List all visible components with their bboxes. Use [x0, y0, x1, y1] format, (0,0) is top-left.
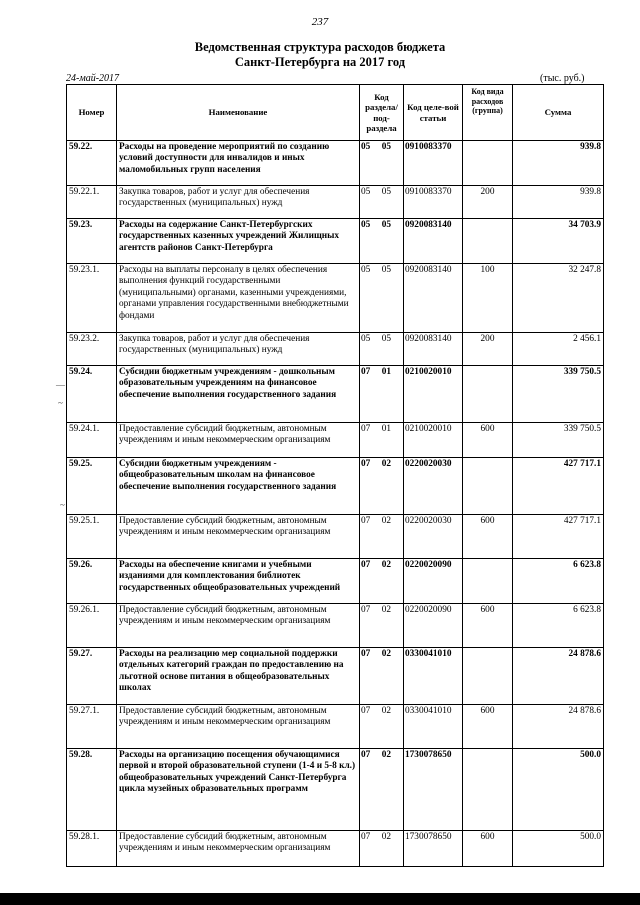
cell-sum: 939.8 [513, 186, 604, 219]
subsection-code: 02 [381, 750, 391, 760]
section-code: 07 [361, 750, 371, 760]
subsection-code: 01 [381, 367, 391, 377]
cell-target: 0210020010 [404, 423, 463, 458]
cell-sum: 2 456.1 [513, 333, 604, 366]
cell-section [360, 458, 404, 515]
cell-number: 59.24. [67, 366, 117, 423]
cell-type: 600 [463, 604, 513, 648]
cell-sum: 339 750.5 [513, 423, 604, 458]
cell-section [360, 648, 404, 705]
cell-target: 0920083140 [404, 264, 463, 333]
cell-target: 0920083140 [404, 219, 463, 264]
header-name: Наименование [117, 85, 360, 141]
table-row [67, 705, 604, 749]
table-header-row [67, 85, 604, 141]
cell-number: 59.26. [67, 559, 117, 604]
margin-mark: ~ [58, 398, 63, 408]
cell-section [360, 186, 404, 219]
cell-target: 0910083370 [404, 141, 463, 186]
table-row [67, 141, 604, 186]
subsection-code: 05 [381, 334, 391, 344]
cell-name: Расходы на выплаты персоналу в целях обеспечения выполнения функций государственными (муниципальными) органами, казенными учреждениями, органами управления государственными внебюджетными фондами [117, 264, 360, 333]
subsection-code: 02 [381, 560, 391, 570]
header-sum: Сумма [513, 85, 604, 141]
table-row [67, 749, 604, 831]
cell-number: 59.28.1. [67, 831, 117, 867]
cell-sum: 24 878.6 [513, 705, 604, 749]
table-row [67, 458, 604, 515]
title-line-1: Ведомственная структура расходов бюджета [194, 40, 446, 54]
cell-sum: 500.0 [513, 749, 604, 831]
cell-section [360, 141, 404, 186]
cell-number: 59.25.1. [67, 515, 117, 559]
budget-table [66, 84, 604, 867]
cell-type: 100 [463, 264, 513, 333]
cell-target: 1730078650 [404, 831, 463, 867]
cell-sum: 32 247.8 [513, 264, 604, 333]
table-row [67, 604, 604, 648]
header-target: Код целе-вой статьи [404, 85, 463, 141]
cell-name: Предоставление субсидий бюджетным, автономным учреждениям и иным некоммерческим организациям [117, 604, 360, 648]
section-code: 07 [361, 516, 371, 526]
header-section: Код раздела/ под-раздела [360, 85, 404, 141]
section-code: 07 [361, 424, 371, 434]
cell-name: Расходы на реализацию мер социальной поддержки отдельных категорий граждан по предоставлению на льготной основе питания в общеобразовательных школах [117, 648, 360, 705]
cell-number: 59.27. [67, 648, 117, 705]
cell-target: 1730078650 [404, 749, 463, 831]
cell-target: 0330041010 [404, 648, 463, 705]
subsection-code: 05 [381, 220, 391, 230]
cell-sum: 6 623.8 [513, 559, 604, 604]
cell-section [360, 515, 404, 559]
cell-type [463, 648, 513, 705]
cell-name: Закупка товаров, работ и услуг для обеспечения государственных (муниципальных) нужд [117, 333, 360, 366]
table-row [67, 366, 604, 423]
cell-number: 59.23.1. [67, 264, 117, 333]
table-row [67, 186, 604, 219]
cell-type: 600 [463, 515, 513, 559]
cell-type [463, 141, 513, 186]
table-row [67, 423, 604, 458]
document-date: 24-май-2017 [66, 73, 120, 84]
cell-sum: 427 717.1 [513, 458, 604, 515]
cell-target: 0220020090 [404, 559, 463, 604]
subsection-code: 05 [381, 187, 391, 197]
cell-sum: 24 878.6 [513, 648, 604, 705]
section-code: 07 [361, 706, 371, 716]
subsection-code: 02 [381, 649, 391, 659]
section-code: 07 [361, 649, 371, 659]
subsection-code: 05 [381, 142, 391, 152]
cell-number: 59.28. [67, 749, 117, 831]
margin-mark: ~ [60, 500, 65, 510]
cell-number: 59.22.1. [67, 186, 117, 219]
cell-type: 600 [463, 423, 513, 458]
table-row [67, 515, 604, 559]
cell-type: 600 [463, 705, 513, 749]
subsection-code: 02 [381, 832, 391, 842]
table-row [67, 333, 604, 366]
subsection-code: 02 [381, 605, 391, 615]
table-row [67, 648, 604, 705]
cell-name: Расходы на организацию посещения обучающимися первой и второй образовательной ступени (1-4 и 5-8 кл.) общеобразовательных учреждений Санкт-Петербурга цикла музейных образовательных программ [117, 749, 360, 831]
cell-sum: 939.8 [513, 141, 604, 186]
cell-number: 59.24.1. [67, 423, 117, 458]
cell-type: 200 [463, 186, 513, 219]
subsection-code: 02 [381, 459, 391, 469]
cell-name: Предоставление субсидий бюджетным, автономным учреждениям и иным некоммерческим организациям [117, 705, 360, 749]
section-code: 07 [361, 605, 371, 615]
cell-number: 59.27.1. [67, 705, 117, 749]
section-code: 05 [361, 334, 371, 344]
units-label: (тыс. руб.) [540, 73, 585, 84]
cell-sum: 339 750.5 [513, 366, 604, 423]
cell-section [360, 366, 404, 423]
cell-section [360, 423, 404, 458]
cell-name: Субсидии бюджетным учреждениям - общеобразовательным школам на финансовое обеспечение выполнения государственного задания [117, 458, 360, 515]
cell-section [360, 749, 404, 831]
table-row [67, 559, 604, 604]
table-row [67, 219, 604, 264]
section-code: 05 [361, 187, 371, 197]
cell-sum: 427 717.1 [513, 515, 604, 559]
cell-section [360, 219, 404, 264]
cell-name: Расходы на проведение мероприятий по созданию условий доступности для инвалидов и иных маломобильных групп населения [117, 141, 360, 186]
cell-type [463, 219, 513, 264]
cell-sum: 500.0 [513, 831, 604, 867]
table-row [67, 831, 604, 867]
header-number: Номер [67, 85, 117, 141]
cell-name: Расходы на содержание Санкт-Петербургских государственных казенных учреждений Жилищных агентств районов Санкт-Петербурга [117, 219, 360, 264]
cell-name: Расходы на обеспечение книгами и учебными изданиями для комплектования библиотек государственных общеобразовательных учреждений [117, 559, 360, 604]
section-code: 07 [361, 560, 371, 570]
cell-section [360, 333, 404, 366]
cell-name: Субсидии бюджетным учреждениям - дошкольным образовательным учреждениям на финансовое обеспечение выполнения государственного задания [117, 366, 360, 423]
cell-target: 0220020030 [404, 458, 463, 515]
margin-mark: — [56, 380, 65, 390]
cell-sum: 34 703.9 [513, 219, 604, 264]
cell-target: 0330041010 [404, 705, 463, 749]
cell-section [360, 705, 404, 749]
cell-name: Предоставление субсидий бюджетным, автономным учреждениям и иным некоммерческим организациям [117, 423, 360, 458]
page-number: 237 [311, 16, 329, 28]
cell-number: 59.26.1. [67, 604, 117, 648]
cell-type [463, 559, 513, 604]
cell-number: 59.23. [67, 219, 117, 264]
section-code: 07 [361, 832, 371, 842]
section-code: 05 [361, 142, 371, 152]
cell-name: Предоставление субсидий бюджетным, автономным учреждениям и иным некоммерческим организациям [117, 515, 360, 559]
section-code: 05 [361, 220, 371, 230]
cell-type: 200 [463, 333, 513, 366]
subsection-code: 02 [381, 706, 391, 716]
section-code: 05 [361, 265, 371, 275]
table-row [67, 264, 604, 333]
subsection-code: 01 [381, 424, 391, 434]
cell-number: 59.23.2. [67, 333, 117, 366]
cell-target: 0220020090 [404, 604, 463, 648]
cell-section [360, 604, 404, 648]
scan-border [0, 893, 640, 905]
cell-type [463, 366, 513, 423]
cell-sum: 6 623.8 [513, 604, 604, 648]
cell-target: 0910083370 [404, 186, 463, 219]
cell-name: Закупка товаров, работ и услуг для обеспечения государственных (муниципальных) нужд [117, 186, 360, 219]
table-body [67, 141, 604, 867]
cell-name: Предоставление субсидий бюджетным, автономным учреждениям и иным некоммерческим организациям [117, 831, 360, 867]
cell-section [360, 264, 404, 333]
document-title [0, 40, 640, 70]
title-line-2: Санкт-Петербурга на 2017 год [234, 55, 406, 69]
cell-type [463, 749, 513, 831]
section-code: 07 [361, 367, 371, 377]
cell-number: 59.25. [67, 458, 117, 515]
header-type: Код вида расходов (группа) [463, 85, 513, 141]
section-code: 07 [361, 459, 371, 469]
cell-target: 0210020010 [404, 366, 463, 423]
cell-target: 0920083140 [404, 333, 463, 366]
cell-section [360, 559, 404, 604]
cell-type: 600 [463, 831, 513, 867]
cell-target: 0220020030 [404, 515, 463, 559]
cell-number: 59.22. [67, 141, 117, 186]
subsection-code: 05 [381, 265, 391, 275]
subsection-code: 02 [381, 516, 391, 526]
cell-type [463, 458, 513, 515]
cell-section [360, 831, 404, 867]
